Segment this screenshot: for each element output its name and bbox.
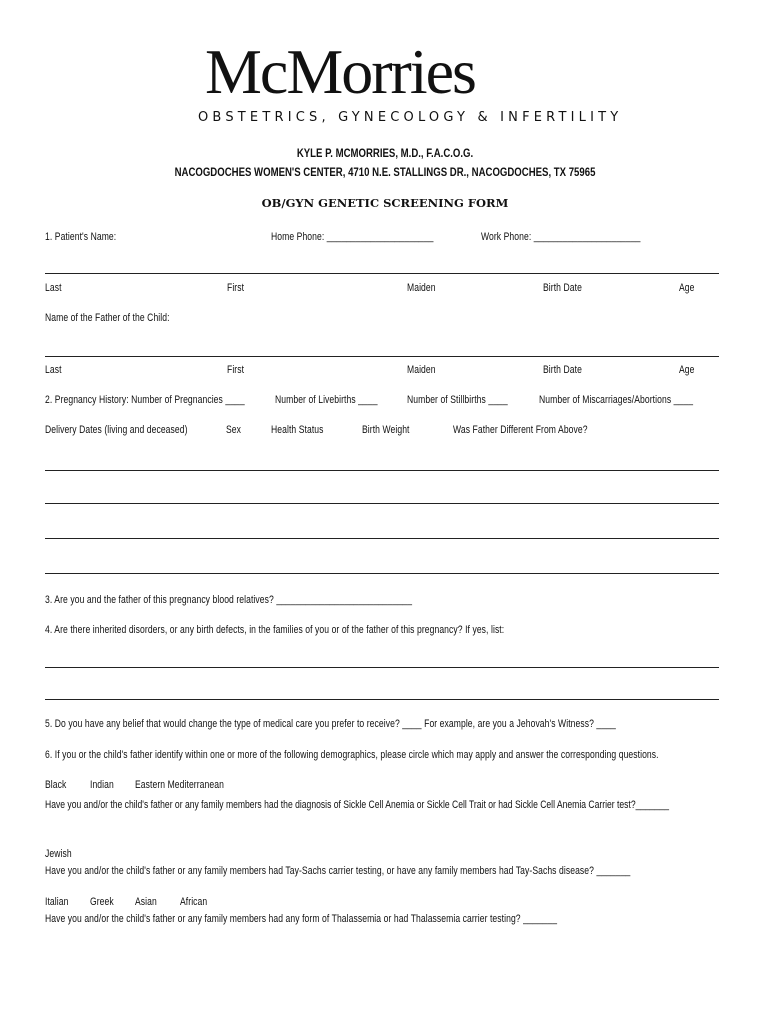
livebirths-field[interactable]: Number of Livebirths ____ <box>275 394 378 406</box>
stillbirths-field[interactable]: Number of Stillbirths ____ <box>407 394 508 406</box>
belief-question[interactable]: 5. Do you have any belief that would change the type of medical care you prefer to receive? ____ For example, are you a Jehovah's Witness? ____ <box>45 718 616 730</box>
form-title: OB/GYN GENETIC SCREENING FORM <box>261 196 509 210</box>
patient-name-label: 1. Patient's Name: <box>45 231 117 243</box>
father-name-label: Name of the Father of the Child: <box>45 312 170 324</box>
delivery-line-4[interactable] <box>45 573 719 574</box>
work-phone-field[interactable]: Work Phone: ______________________ <box>481 231 641 243</box>
option-indian[interactable]: Indian <box>90 779 114 791</box>
option-italian[interactable]: Italian <box>45 896 69 908</box>
option-jewish[interactable]: Jewish <box>45 848 72 860</box>
col-birth-date: Birth Date <box>543 282 582 294</box>
col-maiden: Maiden <box>407 364 436 376</box>
clinic-address: NACOGDOCHES WOMEN'S CENTER, 4710 N.E. STALLINGS DR., NACOGDOCHES, TX 75965 <box>174 165 596 179</box>
col-health-status: Health Status <box>271 424 324 436</box>
option-eastern-mediterranean[interactable]: Eastern Mediterranean <box>135 779 224 791</box>
demographics-instructions: 6. If you or the child's father identify within one or more of the following demographics, please circle which may apply and answer the corresponding questions. <box>45 749 659 761</box>
thalassemia-question[interactable]: Have you and/or the child's father or any family members had any form of Thalassemia or had Thalassemia carrier testing? _______ <box>45 913 558 925</box>
inherited-line-2[interactable] <box>45 699 719 700</box>
option-african[interactable]: African <box>180 896 208 908</box>
col-last: Last <box>45 282 62 294</box>
col-age: Age <box>679 282 695 294</box>
option-black[interactable]: Black <box>45 779 67 791</box>
miscarriages-field[interactable]: Number of Miscarriages/Abortions ____ <box>539 394 694 406</box>
doctor-name: KYLE P. MCMORRIES, M.D., F.A.C.O.G. <box>296 146 474 160</box>
sickle-cell-question[interactable]: Have you and/or the child's father or any family members had the diagnosis of Sickle Cell Anemia or Sickle Cell Trait or had Sickle Cell Anemia Carrier test?_______ <box>45 799 669 811</box>
logo: McMorries <box>205 36 475 107</box>
col-age: Age <box>679 364 695 376</box>
col-first: First <box>227 364 245 376</box>
pregnancies-field[interactable]: 2. Pregnancy History: Number of Pregnancies ____ <box>45 394 245 406</box>
inherited-disorders-question: 4. Are there inherited disorders, or any birth defects, in the families of you or of the father of this pregnancy? If yes, list: <box>45 624 505 636</box>
tagline: OBSTETRICS, GYNECOLOGY & INFERTILITY <box>198 110 623 125</box>
home-phone-field[interactable]: Home Phone: ______________________ <box>271 231 434 243</box>
col-maiden: Maiden <box>407 282 436 294</box>
option-asian[interactable]: Asian <box>135 896 157 908</box>
father-name-line[interactable] <box>45 356 719 357</box>
col-first: First <box>227 282 245 294</box>
col-delivery-dates: Delivery Dates (living and deceased) <box>45 424 188 436</box>
delivery-line-2[interactable] <box>45 503 719 504</box>
delivery-line-1[interactable] <box>45 470 719 471</box>
col-father-different: Was Father Different From Above? <box>453 424 588 436</box>
blood-relatives-question[interactable]: 3. Are you and the father of this pregnancy blood relatives? ____________________________ <box>45 594 413 606</box>
col-sex: Sex <box>226 424 242 436</box>
col-birth-weight: Birth Weight <box>362 424 410 436</box>
patient-name-line[interactable] <box>45 273 719 274</box>
inherited-line-1[interactable] <box>45 667 719 668</box>
col-birth-date: Birth Date <box>543 364 582 376</box>
option-greek[interactable]: Greek <box>90 896 114 908</box>
delivery-line-3[interactable] <box>45 538 719 539</box>
col-last: Last <box>45 364 62 376</box>
tay-sachs-question[interactable]: Have you and/or the child's father or any family members had Tay-Sachs carrier testing, or have any family members had Tay-Sachs disease? _______ <box>45 865 631 877</box>
